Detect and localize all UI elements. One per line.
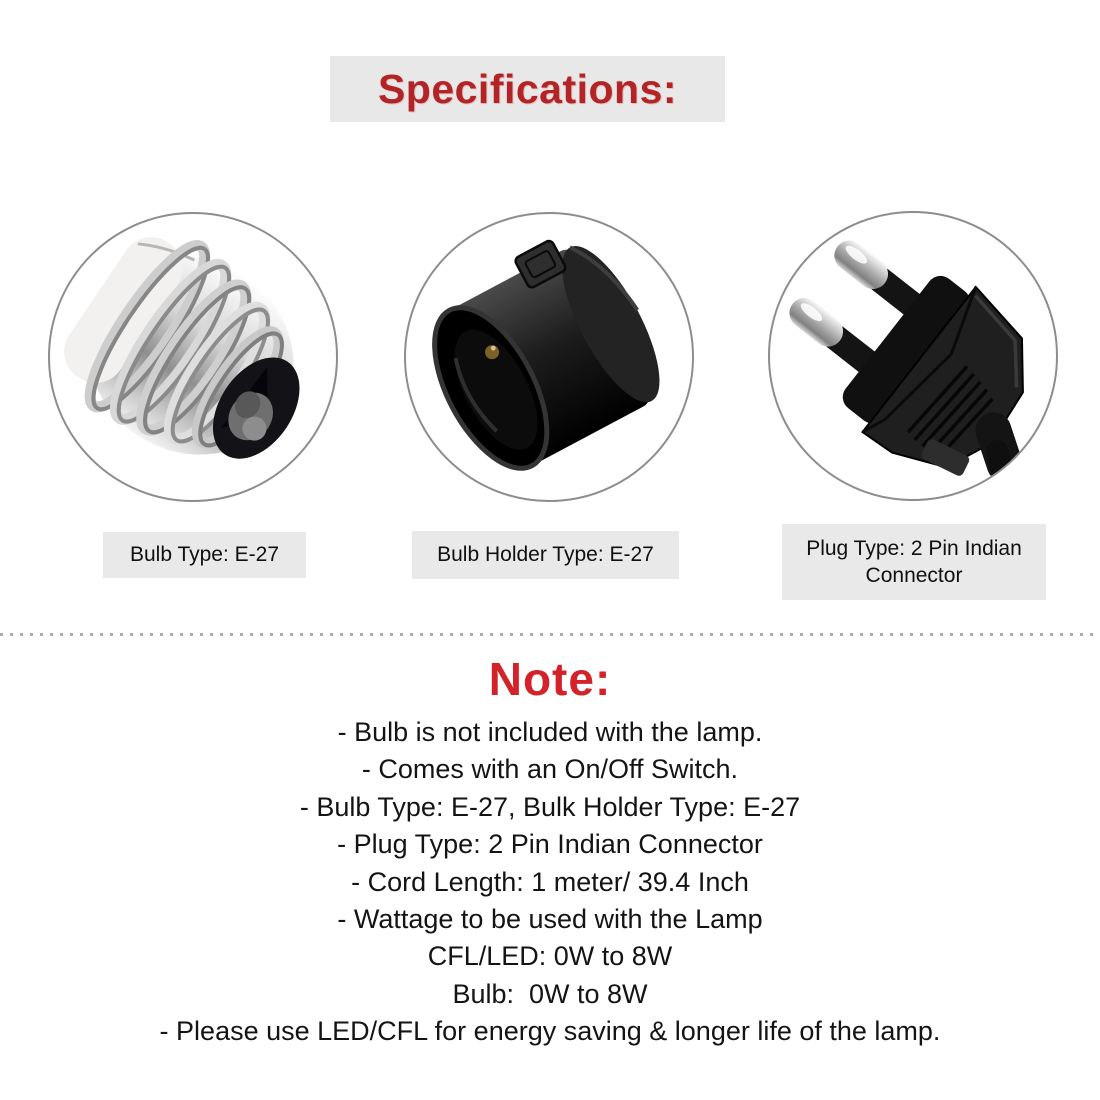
- note-line: - Wattage to be used with the Lamp: [337, 903, 763, 934]
- note-line: - Please use LED/CFL for energy saving & longer life of the lamp.: [159, 1016, 941, 1047]
- e27-screw-base-illustration: [50, 214, 336, 500]
- specifications-banner: [330, 56, 725, 122]
- note-line: - Cord Length: 1 meter/ 39.4 Inch: [351, 866, 749, 897]
- note-line: - Comes with an On/Off Switch.: [361, 754, 739, 785]
- specifications-title: Specifications:: [377, 65, 678, 112]
- note-line: - Plug Type: 2 Pin Indian Connector: [337, 829, 763, 860]
- bulb-holder-type-label: Bulb Holder Type: E-27: [412, 531, 679, 579]
- bulb-holder-photo-circle: [404, 212, 694, 502]
- bulb-base-photo-circle: [48, 212, 338, 502]
- note-list: [0, 714, 1100, 1051]
- two-pin-plug-illustration: [770, 213, 1056, 499]
- plug-photo-circle: [768, 211, 1058, 501]
- note-line: - Bulb Type: E-27, Bulk Holder Type: E-27: [299, 791, 801, 822]
- bulb-holder-illustration: [406, 214, 692, 500]
- dashed-divider: [0, 633, 1100, 636]
- note-line: - Bulb is not included with the lamp.: [337, 717, 763, 747]
- plug-type-label: Plug Type: 2 Pin Indian Connector: [782, 524, 1046, 600]
- note-line: CFL/LED: 0W to 8W: [427, 941, 673, 972]
- note-heading: Note:: [488, 653, 612, 705]
- bulb-type-label: Bulb Type: E-27: [103, 532, 306, 578]
- note-line: Bulb: 0W to 8W: [452, 978, 648, 1009]
